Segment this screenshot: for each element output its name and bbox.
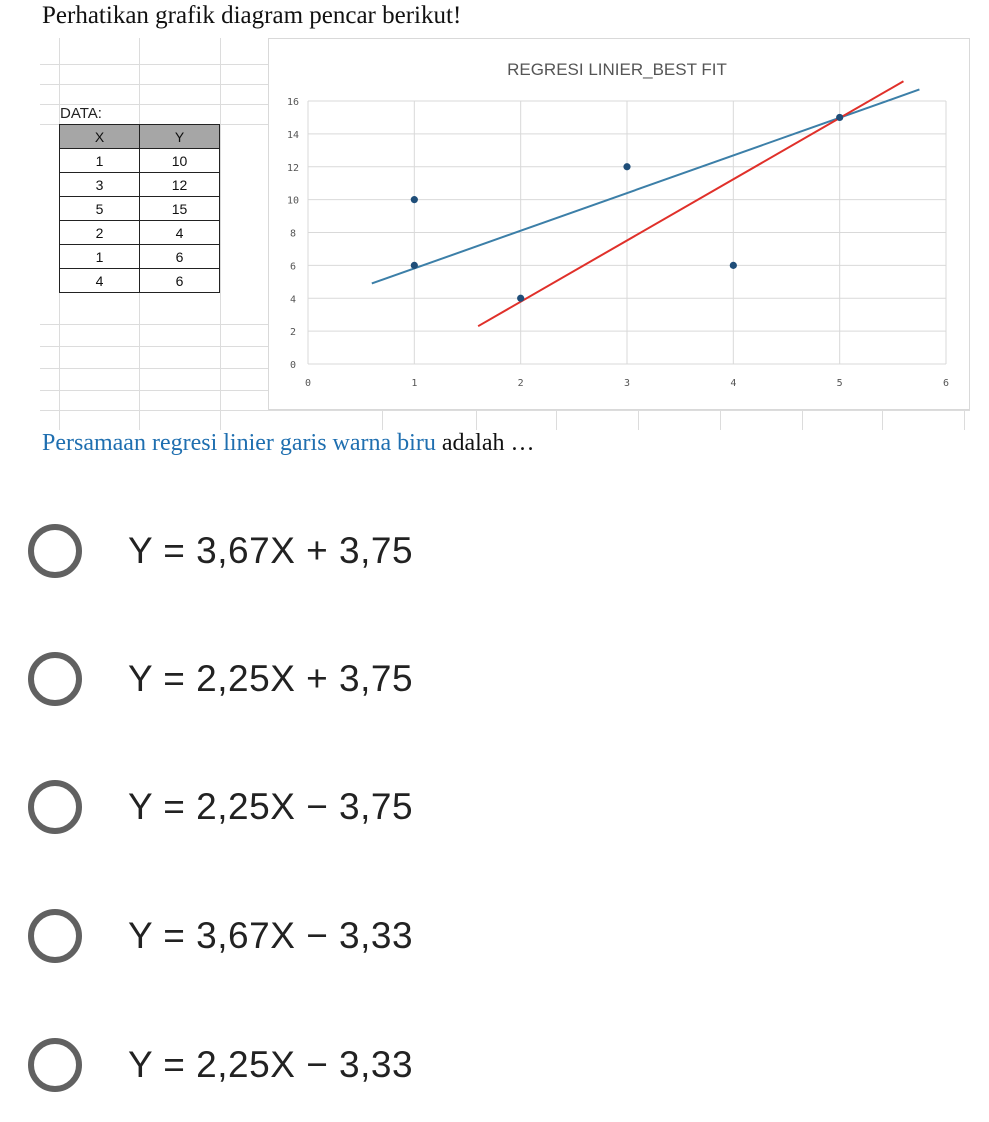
answer-option[interactable]: [28, 644, 628, 714]
x-tick-label: 4: [730, 378, 737, 389]
x-tick-label: 0: [304, 378, 312, 389]
table-cell: 4: [140, 221, 220, 245]
data-table: [59, 124, 220, 293]
answer-option-label: Y = 2,25X − 3,33: [128, 1044, 414, 1085]
y-tick-label: 8: [289, 228, 297, 240]
question-title: Perhatikan grafik diagram pencar berikut!: [42, 2, 462, 29]
question-text: [42, 430, 534, 457]
table-cell: 10: [140, 149, 220, 173]
data-label: DATA:: [60, 105, 102, 122]
table-row: [60, 245, 220, 269]
table-cell: 15: [140, 197, 220, 221]
question-text-highlight: Persamaan regresi linier garis warna biru: [42, 430, 436, 456]
axis-ticks: [287, 97, 949, 389]
x-tick-label: 1: [411, 378, 418, 389]
table-cell: 6: [140, 245, 220, 269]
answer-option[interactable]: [28, 772, 628, 842]
table-cell: 6: [140, 269, 220, 293]
radio-button[interactable]: [28, 909, 82, 963]
chart-panel: [268, 38, 970, 410]
x-tick-label: 6: [942, 378, 950, 389]
table-row: [60, 269, 220, 293]
sheet-gridline: [220, 38, 221, 430]
chart-title: REGRESI LINIER_BEST FIT: [507, 60, 727, 79]
chart-grid: [308, 101, 946, 364]
table-header-y: Y: [140, 125, 220, 149]
answer-option[interactable]: [28, 1030, 628, 1100]
radio-button[interactable]: [28, 780, 82, 834]
y-tick-label: 4: [289, 294, 297, 306]
data-point: [623, 163, 630, 170]
answer-option[interactable]: [28, 901, 628, 971]
table-cell: 1: [60, 149, 140, 173]
data-point: [411, 196, 418, 203]
table-cell: 1: [60, 245, 140, 269]
answer-option-label: Y = 3,67X − 3,33: [128, 915, 414, 956]
question-text-rest: adalah …: [435, 430, 535, 456]
table-cell: 4: [60, 269, 140, 293]
table-row: [60, 197, 220, 221]
x-tick-label: 5: [836, 378, 843, 389]
y-tick-label: 0: [289, 360, 297, 371]
table-cell: 2: [60, 221, 140, 245]
data-point: [517, 295, 524, 302]
table-cell: 3: [60, 173, 140, 197]
radio-button[interactable]: [28, 652, 82, 706]
table-cell: 12: [140, 173, 220, 197]
x-tick-label: 2: [517, 378, 524, 389]
table-row: [60, 221, 220, 245]
y-tick-label: 12: [286, 162, 300, 174]
answer-option-label: Y = 3,67X + 3,75: [128, 530, 414, 571]
radio-button[interactable]: [28, 1038, 82, 1092]
y-tick-label: 16: [286, 97, 300, 108]
y-tick-label: 6: [289, 261, 297, 273]
answer-option-label: Y = 2,25X − 3,75: [128, 786, 414, 827]
table-cell: 5: [60, 197, 140, 221]
table-row: [60, 149, 220, 173]
question-figure: [40, 38, 970, 430]
table-row: [60, 173, 220, 197]
x-tick-label: 3: [623, 378, 631, 389]
data-point: [836, 114, 843, 121]
answer-option[interactable]: [28, 516, 628, 586]
table-header-x: X: [60, 125, 140, 149]
scatter-chart: [269, 39, 969, 409]
y-tick-label: 14: [286, 129, 300, 141]
table-header-row: [60, 125, 220, 149]
radio-button[interactable]: [28, 524, 82, 578]
data-point: [730, 262, 737, 269]
answer-option-label: Y = 2,25X + 3,75: [128, 658, 414, 699]
data-point: [411, 262, 418, 269]
y-tick-label: 10: [286, 195, 300, 207]
y-tick-label: 2: [289, 327, 297, 339]
